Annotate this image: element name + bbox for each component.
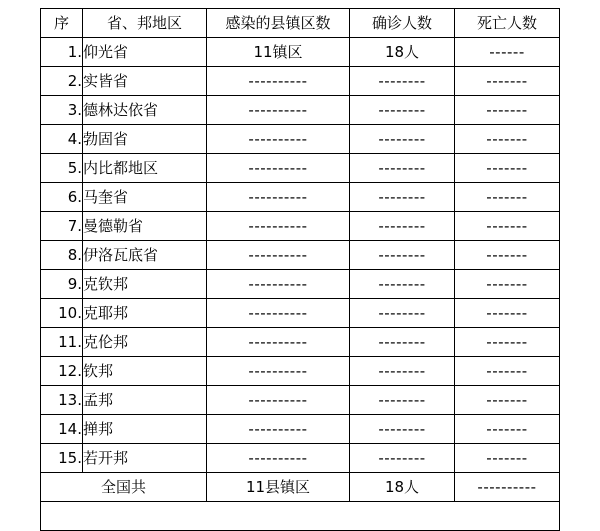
row-index: 14.: [41, 415, 83, 444]
table-blank-row: [41, 502, 560, 531]
row-index: 15.: [41, 444, 83, 473]
table-row: [41, 154, 560, 183]
row-region: 内比都地区: [83, 154, 207, 183]
row-index: 5.: [41, 154, 83, 183]
row-region: 钦邦: [83, 357, 207, 386]
row-region: 勃固省: [83, 125, 207, 154]
row-region: 若开邦: [83, 444, 207, 473]
total-confirmed: 18人: [350, 473, 455, 502]
table-row: [41, 357, 560, 386]
row-confirmed: --------: [350, 125, 455, 154]
row-townships: ----------: [207, 415, 350, 444]
table-row: [41, 386, 560, 415]
row-index: 11.: [41, 328, 83, 357]
row-townships: ----------: [207, 154, 350, 183]
row-index: 12.: [41, 357, 83, 386]
row-region: 掸邦: [83, 415, 207, 444]
table-row: [41, 38, 560, 67]
row-confirmed: --------: [350, 241, 455, 270]
row-index: 13.: [41, 386, 83, 415]
row-deaths: -------: [455, 212, 560, 241]
row-index: 6.: [41, 183, 83, 212]
row-townships: ----------: [207, 444, 350, 473]
row-region: 克钦邦: [83, 270, 207, 299]
row-deaths: -------: [455, 183, 560, 212]
row-region: 仰光省: [83, 38, 207, 67]
table-row: [41, 415, 560, 444]
row-townships: ----------: [207, 96, 350, 125]
row-deaths: -------: [455, 270, 560, 299]
row-index: 9.: [41, 270, 83, 299]
row-index: 3.: [41, 96, 83, 125]
row-confirmed: --------: [350, 212, 455, 241]
row-deaths: -------: [455, 154, 560, 183]
row-townships: ----------: [207, 299, 350, 328]
table-row: [41, 67, 560, 96]
row-index: 4.: [41, 125, 83, 154]
total-deaths: ----------: [455, 473, 560, 502]
row-index: 8.: [41, 241, 83, 270]
row-index: 2.: [41, 67, 83, 96]
table-row: [41, 241, 560, 270]
row-deaths: -------: [455, 125, 560, 154]
row-confirmed: --------: [350, 299, 455, 328]
row-townships: ----------: [207, 241, 350, 270]
table-total-row: [41, 473, 560, 502]
row-deaths: -------: [455, 299, 560, 328]
row-deaths: -------: [455, 96, 560, 125]
row-townships: ----------: [207, 328, 350, 357]
row-townships: ----------: [207, 67, 350, 96]
row-index: 7.: [41, 212, 83, 241]
row-confirmed: --------: [350, 386, 455, 415]
row-confirmed: --------: [350, 96, 455, 125]
row-region: 马奎省: [83, 183, 207, 212]
row-deaths: ------: [455, 38, 560, 67]
table-row: [41, 444, 560, 473]
row-confirmed: --------: [350, 328, 455, 357]
column-header-region: 省、邦地区: [83, 9, 207, 38]
row-deaths: -------: [455, 415, 560, 444]
row-townships: 11镇区: [207, 38, 350, 67]
table-row: [41, 96, 560, 125]
column-header-confirmed: 确诊人数: [350, 9, 455, 38]
row-townships: ----------: [207, 183, 350, 212]
row-confirmed: --------: [350, 415, 455, 444]
row-townships: ----------: [207, 125, 350, 154]
row-deaths: -------: [455, 241, 560, 270]
row-confirmed: 18人: [350, 38, 455, 67]
row-region: 实皆省: [83, 67, 207, 96]
row-townships: ----------: [207, 357, 350, 386]
table-row: [41, 183, 560, 212]
total-townships: 11县镇区: [207, 473, 350, 502]
row-townships: ----------: [207, 270, 350, 299]
row-deaths: -------: [455, 444, 560, 473]
row-region: 克伦邦: [83, 328, 207, 357]
table-row: [41, 328, 560, 357]
row-confirmed: --------: [350, 357, 455, 386]
row-townships: ----------: [207, 386, 350, 415]
table-row: [41, 212, 560, 241]
row-deaths: -------: [455, 386, 560, 415]
row-region: 孟邦: [83, 386, 207, 415]
row-region: 德林达依省: [83, 96, 207, 125]
row-deaths: -------: [455, 328, 560, 357]
column-header-index: 序: [41, 9, 83, 38]
row-region: 曼德勒省: [83, 212, 207, 241]
table-row: [41, 125, 560, 154]
table-row: [41, 299, 560, 328]
row-deaths: -------: [455, 357, 560, 386]
row-deaths: -------: [455, 67, 560, 96]
row-index: 10.: [41, 299, 83, 328]
row-index: 1.: [41, 38, 83, 67]
column-header-deaths: 死亡人数: [455, 9, 560, 38]
column-header-townships: 感染的县镇区数: [207, 9, 350, 38]
row-region: 克耶邦: [83, 299, 207, 328]
infection-statistics-table: [40, 8, 560, 531]
total-label: 全国共: [41, 473, 207, 502]
row-confirmed: --------: [350, 183, 455, 212]
table-header-row: [41, 9, 560, 38]
row-townships: ----------: [207, 212, 350, 241]
row-confirmed: --------: [350, 444, 455, 473]
table-row: [41, 270, 560, 299]
row-region: 伊洛瓦底省: [83, 241, 207, 270]
row-confirmed: --------: [350, 270, 455, 299]
row-confirmed: --------: [350, 154, 455, 183]
blank-cell: [41, 502, 560, 531]
row-confirmed: --------: [350, 67, 455, 96]
